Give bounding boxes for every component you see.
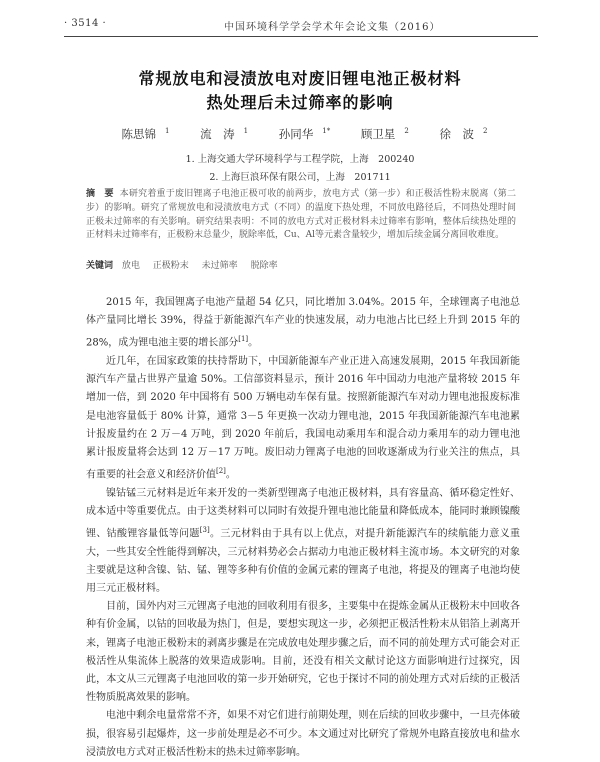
- keyword: 放电: [121, 261, 140, 271]
- journal-title: 中国环境科学学会学术年会论文集（2016）: [224, 22, 441, 33]
- page-number: · 3514 ·: [64, 18, 107, 29]
- paragraph: 近几年，在国家政策的扶持帮助下，中国新能源车产业正进入高速发展期，2015 年我国新能源汽车产量占世界产量逾 50%。工信部资料显示，预计 2016 年中国动力电池产量将较 2015 年增加一倍，到 2020 年中国将有 500 万辆电动车保有量。按照新能源汽车对动力锂电池报废标准是电池容量低于 80% 计算，通常 3－5 年更换一次动力锂电池，2015 年我国新能源汽车电池累计报废量约在 2 万－4 万吨，到 2020 年前后，我国电动乘用车和混合动力乘用车的动力锂电池累计报废量将会达到 12 万－17 万吨。废旧动力锂离子电池的回收逐渐成为行业关注的焦点，具有重要的社会意义和经济价值[2]。: [86, 355, 520, 481]
- affiliation-1: 1. 上海交通大学环境科学与工程学院，上海 200240: [185, 154, 415, 165]
- paper-title-line-2: 热处理后未过筛率的影响: [206, 93, 394, 112]
- paragraph: 电池中剩余电量常常不齐，如果不对它们进行前期处理，则在后续的回收步骤中，一旦壳体破损，很容易引起爆炸，这一步前处理是必不可少。本文通过对比研究了常规外电路直接放电和盐水浸渍放电方式对正极活性粉末的热未过筛率影响。: [86, 710, 520, 758]
- keywords: [86, 258, 516, 271]
- affiliation-2: 2. 上海巨浪环保有限公司，上海 201711: [209, 172, 391, 183]
- citation: [1]: [238, 335, 249, 344]
- author: 孙同华 $^{1*}$: [278, 127, 331, 141]
- paper-title-line-1: 常规放电和浸渍放电对废旧锂电池正极材料: [138, 69, 462, 88]
- keyword: 未过筛率: [201, 261, 238, 271]
- abstract-text: 本研究着重于废旧锂离子电池正极可收的前两步，放电方式（第一步）和正极活性粉末脱离（第二步）的影响。研究了常规放电和浸渍放电方式（不同）的温度下热处理，不同放电路径后，不同热处理时间正极未过筛率的有关影响。研究结果表明：不同的放电方式对正极材料未过筛率有影响，整体后续热处理的正材料未过筛率有，正极粉末总量少，脱除率低，Cu、Al等元素含量较少，增加后续金属分离回收难度。: [86, 189, 516, 241]
- author-list: [0, 126, 600, 142]
- citation: [2]: [216, 467, 226, 476]
- keyword: 脱除率: [250, 261, 278, 271]
- paragraph: 2015 年，我国锂离子电池产量超 54 亿只，同比增加 3.04%。2015 年，全球锂离子电池总体产量同比增长 39%，得益于新能源汽车产业的快速发展，动力电池占比已经上升到 2015 年的 28%，成为锂电池主要的增长部分[1]。: [86, 297, 520, 349]
- paragraph: 镍钴锰三元材料是近年来开发的一类新型锂离子电池正极材料，具有容量高、循环稳定性好、成本适中等重要优点。由于这类材料可以同时有效提升锂电池比能量和降低成本，能同时兼顾镍酸锂、钴酸锂容量低等问题[3]。三元材料由于具有以上优点，对提升新能源汽车的续航能力意义重大，一些其安全性能得到解决，三元材料势必会占据动力电池正极材料主流市场。本文研究的对象主要就是这种含镍、钴、锰、锂等多种有价值的金属元素的锂离子电池，将提及的锂离子电池均使用三元正极材料。: [86, 487, 521, 595]
- body-text: [86, 294, 520, 762]
- author: 流 涛 $^1$: [200, 127, 249, 141]
- running-header: [64, 14, 538, 37]
- citation: [3]: [199, 526, 210, 535]
- keyword: 正极粉末: [152, 261, 189, 271]
- author: 徐 波 $^2$: [439, 127, 488, 141]
- abstract-label: 摘 要: [86, 189, 114, 199]
- keywords-label: 关键词: [86, 261, 114, 271]
- author: 顾卫星 $^2$: [360, 127, 409, 141]
- paragraph: 目前，国外内对三元锂离子电池的回收利用有很多，主要集中在提炼金属从正极粉末中回收各种有价金属，以钴的回收最为热门，但是，要想实现这一步，必须把正极活性粉末从铝箔上剥离开来，锂离子电池正极粉末的剥离步骤是在完成放电处理步骤之后，而不同的前处理方式可能会对正极活性从集流体上脱落的效果造成影响。目前，还没有相关文献讨论这方面影响进行过探究，因此，本文从三元锂离子电池回收的第一步开始研究，它也于探讨不同的前处理方式对后续的正极活性物质脱离效果的影响。: [86, 601, 520, 704]
- author: 陈思锦 $^1$: [121, 127, 170, 141]
- abstract: [86, 188, 516, 243]
